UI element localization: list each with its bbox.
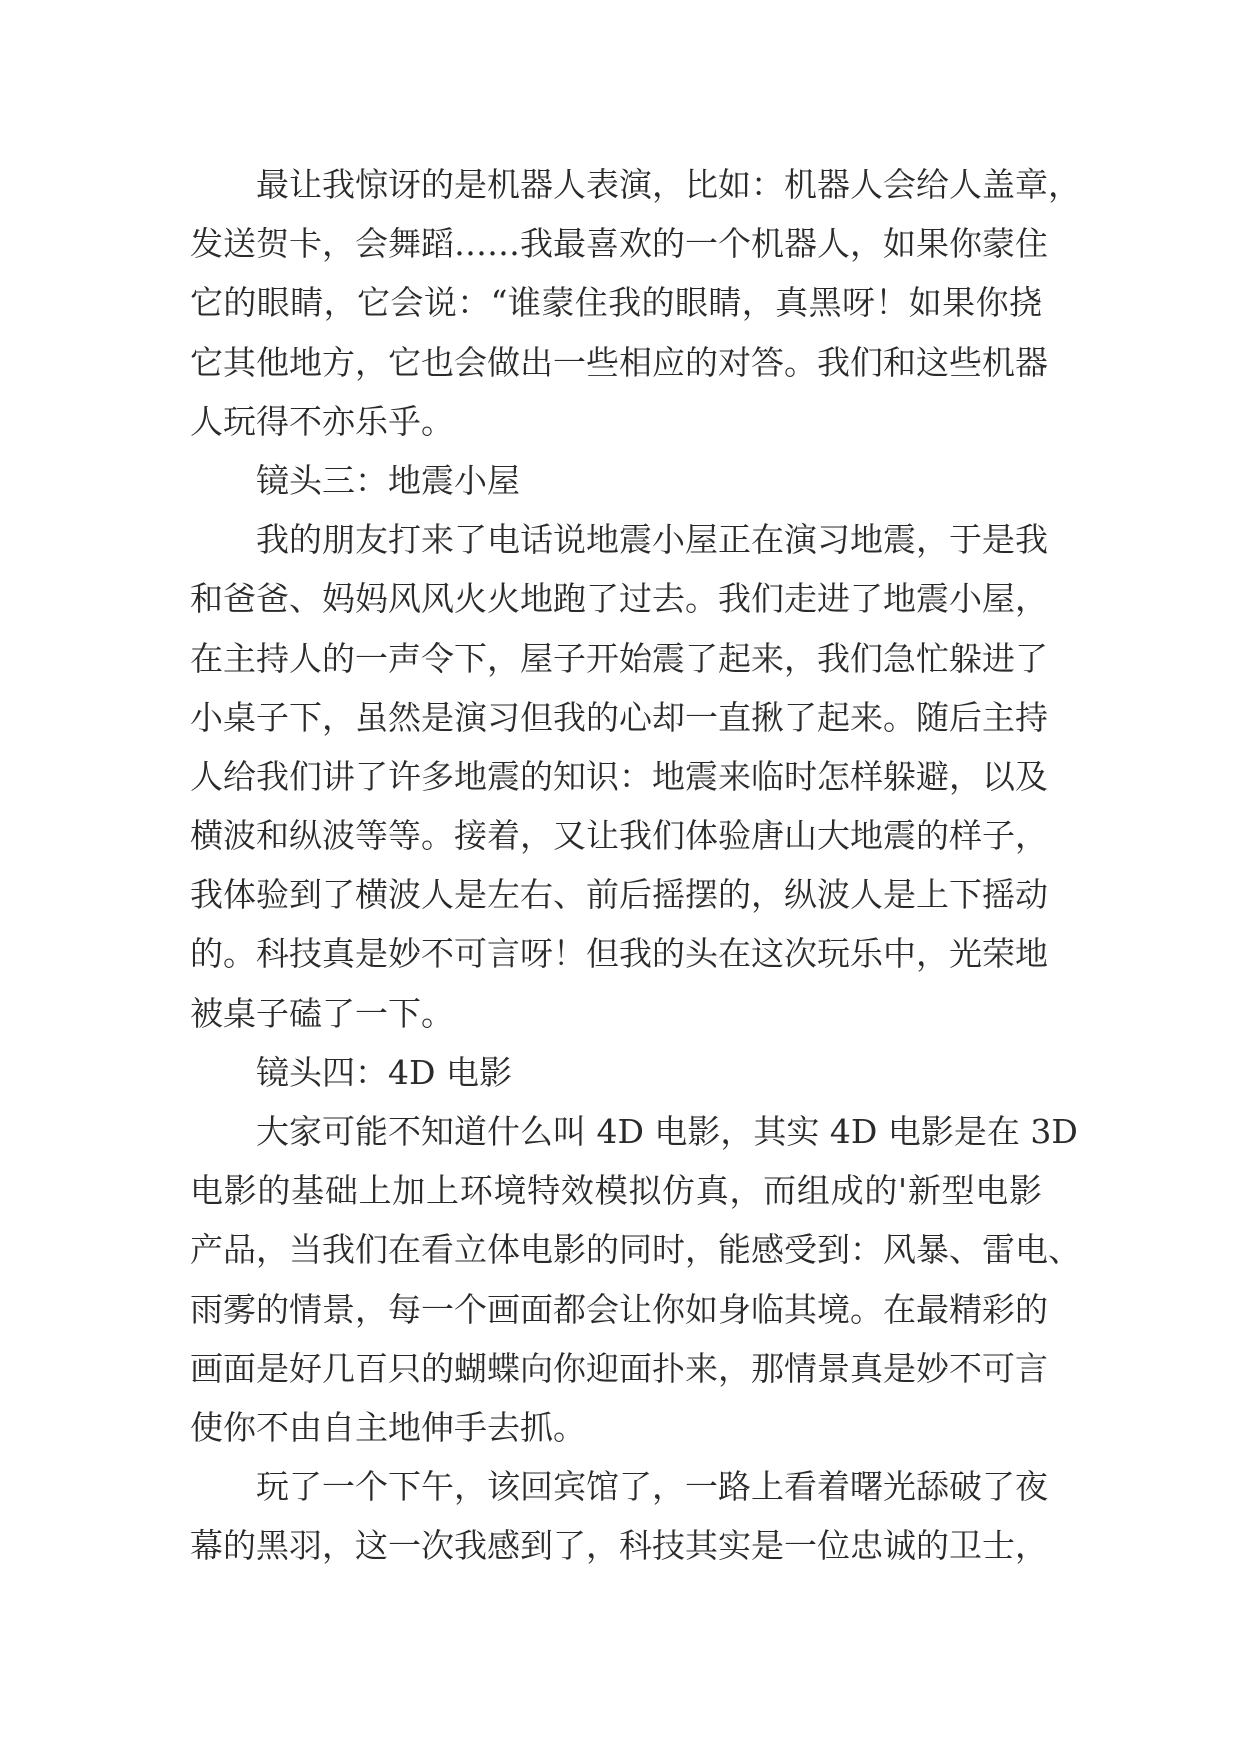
body-text [190,155,1081,1576]
text-line: 我的朋友打来了电话说地震小屋正在演习地震，于是我 [256,520,1048,560]
text-line: 的。科技真是妙不可言呀！但我的头在这次玩乐中，光荣地 [190,934,1048,974]
text-line: 它的眼睛，它会说：“谁蒙住我的眼睛，真黑呀！如果你挠 [190,283,1042,323]
text-line: 幕的黑羽，这一次我感到了，科技其实是一位忠诚的卫士， [190,1526,1048,1566]
text-line: 在主持人的一声令下，屋子开始震了起来，我们急忙躲进了 [190,638,1048,678]
text-line: 最让我惊讶的是机器人表演，比如：机器人会给人盖章， [256,165,1081,204]
text-line: 电影的基础上加上环境特效模拟仿真，而组成的'新型电影 [190,1171,1042,1211]
text-line: 和爸爸、妈妈风风火火地跑了过去。我们走进了地震小屋， [190,579,1048,619]
text-line: 它其他地方，它也会做出一些相应的对答。我们和这些机器 [190,342,1048,382]
text-line: 小桌子下，虽然是演习但我的心却一直揪了起来。随后主持 [190,697,1048,737]
text-line: 被桌子磕了一下。 [190,993,454,1033]
text-line: 画面是好几百只的蝴蝶向你迎面扑来，那情景真是妙不可言 [190,1348,1048,1388]
text-line: 人玩得不亦乐乎。 [190,401,454,441]
text-line: 我体验到了横波人是左右、前后摇摆的，纵波人是上下摇动 [190,875,1048,915]
text-line: 横波和纵波等等。接着，又让我们体验唐山大地震的样子， [190,816,1048,856]
text-line: 玩了一个下午，该回宾馆了，一路上看着曙光舔破了夜 [256,1467,1048,1507]
section-heading: 镜头四：4D 电影 [256,1052,512,1092]
text-line: 人给我们讲了许多地震的知识：地震来临时怎样躲避，以及 [190,756,1048,796]
text-line: 使你不由自主地伸手去抓。 [190,1407,586,1447]
section-heading: 镜头三：地震小屋 [256,460,520,500]
text-line: 产品，当我们在看立体电影的同时，能感受到：风暴、雷电、 [190,1230,1081,1270]
text-line: 发送贺卡，会舞蹈……我最喜欢的一个机器人，如果你蒙住 [190,224,1048,264]
text-line: 雨雾的情景，每一个画面都会让你如身临其境。在最精彩的 [190,1289,1048,1329]
text-line: 大家可能不知道什么叫 4D 电影，其实 4D 电影是在 3D [256,1112,1078,1151]
